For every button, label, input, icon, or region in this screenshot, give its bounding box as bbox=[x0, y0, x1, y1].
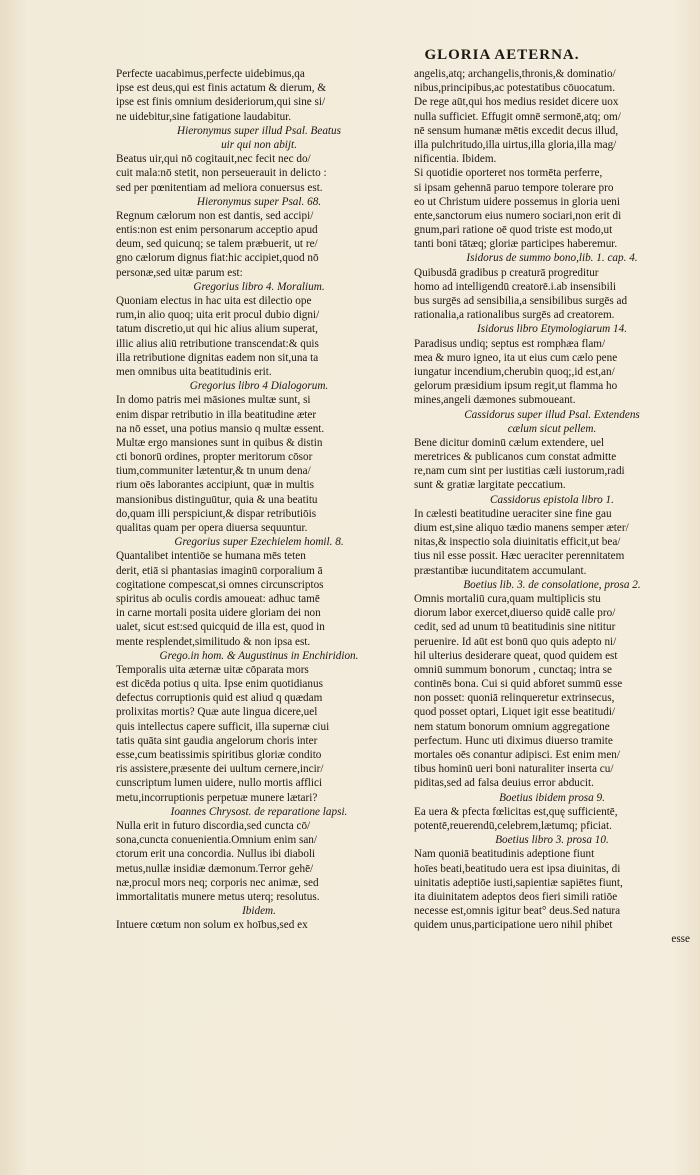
text-line: meretrices & publicanos cum constat admitte bbox=[414, 451, 617, 464]
text-line: næ,procul mors neq; corporis nec animæ, sed bbox=[116, 876, 319, 889]
text-line: diorum labor exercet,diuerso quidē calle pro/ bbox=[414, 607, 616, 620]
text-line: præstantibæ iucunditatem accumulant. bbox=[414, 564, 587, 577]
text-line: rium oēs laborantes accipiunt, quæ in multis bbox=[116, 479, 314, 492]
text-line: do,quam illi perspiciunt,& dispar retributiōis bbox=[116, 507, 317, 520]
text-line: nitas,& inspectio sola diuinitatis efficit,ut bea/ bbox=[414, 536, 621, 549]
text-line: In cælesti beatitudine ueraciter sine fine gau bbox=[414, 507, 612, 520]
text-line: Quantalibet intentiōe se humana mēs teten bbox=[116, 550, 306, 563]
text-line: Paradisus undiq; septus est romphæa flam/ bbox=[414, 337, 606, 350]
text-line: ris assistere,præsente dei uultum cernere,incir/ bbox=[116, 763, 324, 776]
text-line: tatis quāta sint gaudia angelorum choris inter bbox=[116, 734, 318, 747]
source-citation: uir qui non abijt. bbox=[221, 138, 297, 151]
text-line: quis intellectus capere sufficit, illa supernæ ciui bbox=[116, 720, 330, 733]
text-line: sona,cuncta conuenientia.Omnium enim san/ bbox=[116, 834, 318, 847]
text-line: ctorum erit una concordia. Nullus ibi diaboli bbox=[116, 848, 316, 861]
text-line: dium est,sine aliquo tædio manens semper æter/ bbox=[414, 522, 629, 534]
text-line: illic alius aliū retributione transcendat:& quis bbox=[116, 337, 319, 350]
text-line: potentē,reuerendū,celebrem,lætumq; pficiat. bbox=[414, 819, 612, 832]
text-line: Ea uera & pfecta fœlicitas est,quę sufficientē, bbox=[414, 805, 618, 818]
text-line: tius nil esse possit. Hæc ueraciter perennitatem bbox=[414, 550, 625, 563]
text-line: metu,incorruptionis perpetuæ munere lætari? bbox=[116, 791, 318, 804]
text-line: cti bonorū ordines, propter meritorum cōsor bbox=[116, 451, 313, 464]
text-line: sed per pœnitentiam ad meliora conuersus est. bbox=[116, 181, 323, 194]
text-line: perfectum. Hunc uti diximus diuerso tramite bbox=[414, 734, 613, 747]
text-line: sunt & gratiæ largitate peccatium. bbox=[414, 479, 566, 492]
text-line: spiritus ab oculis cordis amoueat: adhuc tamē bbox=[116, 592, 320, 605]
text-line: cogitatione compescat,si omnes circunscriptos bbox=[116, 578, 324, 591]
text-line: entis:non est enim personarum acceptio apud bbox=[116, 224, 318, 237]
text-line: mente resplendet,similitudo & non ipsa est. bbox=[116, 635, 311, 648]
text-line: illa pulchritudo,illa uirtus,illa gloria,illa mag/ bbox=[414, 138, 617, 151]
text-line: illa retributione dignitas eadem non sit,una ta bbox=[116, 351, 319, 364]
text-line: tatum discretio,ut qui hic alius alium superat, bbox=[116, 323, 318, 336]
text-line: Quoniam electus in hac uita est dilectio ope bbox=[116, 295, 312, 307]
text-line: quidem unus,participatione uero nihil phibet bbox=[414, 919, 613, 932]
text-line: esse,cum beatissimis spiritibus gloriæ condito bbox=[116, 749, 322, 761]
text-line: hoīes beati,beatitudo uera est ipsa diuinitas, di bbox=[414, 862, 621, 875]
text-line: deum, sed quicunq; se talem præbuerit, ut re/ bbox=[116, 238, 318, 251]
text-line: personæ,sed uitæ parum est: bbox=[116, 266, 243, 279]
source-citation: cælum sicut pellem. bbox=[507, 422, 597, 435]
text-line: Nam quoniā beatitudinis adeptione fiunt bbox=[414, 848, 595, 861]
text-line: enim dispar retributio in illa beatitudine æter bbox=[116, 408, 317, 421]
text-line: men omnibus uita beatitudinis erit. bbox=[116, 365, 272, 378]
text-line: qualitas quam per opera diuersa sequuntur. bbox=[116, 522, 308, 534]
text-line: mea & muro igneo, ita ut eius cum cælo pene bbox=[414, 351, 618, 364]
text-line: ente,sanctorum eius numero sociari,non erit di bbox=[414, 209, 622, 222]
text-line: In domo patris mei māsiones multæ sunt, si bbox=[116, 394, 311, 407]
text-line: derit, etiā si phantasias imaginū corporalium ā bbox=[116, 564, 323, 577]
text-line: nem statum bonorum omnium aggregatione bbox=[414, 720, 610, 733]
text-line: rationalia,a rationalibus surgēs ad creatorem. bbox=[414, 309, 615, 322]
source-citation: Gregorius libro 4. Moralium. bbox=[193, 280, 325, 293]
text-line: immortalitatis munere metus uterq; resolutus. bbox=[116, 890, 320, 903]
text-line: est dicēda potius q uita. Ipse enim quotidianus bbox=[116, 678, 323, 691]
source-citation: Cassidorus epistola libro 1. bbox=[490, 493, 614, 506]
text-line: nē sensum humanæ mētis excedit decus illud, bbox=[414, 124, 619, 137]
text-line: cedit, sed ad unum tū beatitudinis sine nititur bbox=[414, 621, 616, 634]
text-line: nulla sufficiet. Effugit omnē sermonē,atq; om/ bbox=[414, 110, 621, 123]
text-line: gelorum præsidium ipsum regit,ut flamma ho bbox=[414, 380, 618, 393]
source-citation: Boetius lib. 3. de consolatione, prosa 2. bbox=[463, 578, 641, 591]
text-line: ne uidebitur,sine fatigatione laudabitur. bbox=[116, 110, 292, 123]
text-line: nibus,principibus,ac potestatibus cōuocatum. bbox=[414, 82, 616, 95]
text-line: Omnis mortaliū cura,quam multiplicis stu bbox=[414, 592, 601, 605]
text-line: ipse est deus,qui est finis actatum & dierum, & bbox=[116, 82, 327, 95]
running-header: GLORIA AETERNA. bbox=[424, 47, 580, 63]
text-line: peruenire. Id aūt est bonū quo quis adepto ni/ bbox=[414, 635, 617, 648]
source-citation: Ibidem. bbox=[242, 905, 276, 918]
text-line: mortales oēs conantur adipisci. Est enim men/ bbox=[414, 749, 620, 761]
text-line: eo ut Christum uidere possemus in gloria ueni bbox=[414, 195, 621, 208]
text-line: hil ulterius desiderare queat, quod quidem est bbox=[414, 649, 618, 662]
text-line: gno cælorum dignus fiat:hic accipiet,quod nō bbox=[116, 252, 319, 265]
text-line: Intuere cœtum non solum ex hoībus,sed ex bbox=[116, 919, 308, 932]
text-line: angelis,atq; archangelis,thronis,& dominatio/ bbox=[414, 68, 616, 80]
text-line: ualet, sicut est:sed quicquid de illa est, quod in bbox=[116, 621, 325, 634]
text-line: rum,in alio quoq; uita erit procul dubio digni/ bbox=[116, 309, 320, 322]
text-line: si ipsam gehennā paruo tempore tolerare pro bbox=[414, 181, 614, 194]
right-column bbox=[414, 67, 690, 947]
text-line: bus surgēs ad sensibilia,a sensibilibus surgēs ad bbox=[414, 295, 628, 307]
text-line: cunscriptum lumen uidere, nullo mortis afflici bbox=[116, 777, 323, 790]
text-line: metus,nullæ insidiæ dæmonum.Terror gehē/ bbox=[116, 862, 314, 875]
text-line: tibus hominū ueri boni naturaliter inserta cu/ bbox=[414, 763, 614, 776]
text-line: cuit mala:nō stetit, non perseuerauit in delicto : bbox=[116, 167, 327, 180]
source-citation: Hieronymus super Psal. 68. bbox=[196, 195, 322, 208]
text-line: na nō esset, una potius mansio q multæ essent. bbox=[116, 422, 325, 435]
text-line: Quibusdā gradibus p creaturā progreditur bbox=[414, 266, 599, 279]
text-line: continēs bona. Cui si quid abforet summū esse bbox=[414, 678, 623, 691]
source-citation: Cassidorus super illud Psal. Extendens bbox=[464, 408, 640, 421]
text-line: Beatus uir,qui nō cogitauit,nec fecit nec do/ bbox=[116, 153, 311, 166]
text-line: quod posset optari, Liquet igit esse beatitudi/ bbox=[414, 706, 616, 719]
text-line: non posset: quoniā relinqueretur extrinsecus, bbox=[414, 692, 615, 705]
source-citation: Isidorus libro Etymologiarum 14. bbox=[477, 323, 627, 336]
text-line: Regnum cælorum non est dantis, sed accipi/ bbox=[116, 209, 314, 222]
text-line: homo ad intelligendū creatorē.i.ab insensibili bbox=[414, 280, 616, 293]
text-line: defectus corruptionis quid est aliud q quædam bbox=[116, 692, 323, 705]
text-line: ita diuinitatem adeptos deos fieri simili ratiōe bbox=[414, 890, 618, 903]
source-citation: Gregorius super Ezechielem homil. 8. bbox=[174, 536, 344, 549]
text-line: omniū summum bonorum , cunctaq; intra se bbox=[414, 663, 612, 676]
text-line: tium,communiter lætentur,& tn unum dena/ bbox=[116, 465, 311, 478]
text-line: Nulla erit in futuro discordia,sed cuncta cō/ bbox=[116, 819, 311, 832]
source-citation: Grego.in hom. & Augustinus in Enchiridion. bbox=[159, 649, 359, 662]
source-citation: Boetius ibidem prosa 9. bbox=[499, 791, 605, 804]
source-citation: Hieronymus super illud Psal. Beatus bbox=[177, 124, 341, 137]
text-line: Bene dicitur dominū cælum extendere, uel bbox=[414, 436, 605, 449]
text-line: nificentia. Ibidem. bbox=[414, 153, 497, 166]
text-line: esse bbox=[671, 933, 690, 946]
text-line: Multæ ergo mansiones sunt in quibus & distin bbox=[116, 436, 323, 449]
text-line: iungatur incendium,cherubin quoq;,id est,an/ bbox=[414, 365, 615, 378]
text-line: necesse est,omnis igitur beat° deus.Sed natura bbox=[414, 905, 621, 918]
text-line: mansionibus distinguūtur, quia & una beatitu bbox=[116, 493, 318, 506]
text-line: De rege aūt,qui hos medius residet dicere uox bbox=[414, 96, 619, 109]
source-citation: Gregorius libro 4 Dialogorum. bbox=[189, 380, 329, 393]
text-line: tanti boni tātæq; gloriæ participes haberemur. bbox=[414, 238, 618, 251]
source-citation: Boetius libro 3. prosa 10. bbox=[495, 834, 609, 847]
text-line: piditas,sed ad falsa deuius error abducit. bbox=[414, 777, 594, 790]
text-line: Perfecte uacabimus,perfecte uidebimus,qa bbox=[116, 68, 305, 80]
text-line: mines,angeli dæmones submoueant. bbox=[414, 394, 576, 407]
text-line: Si quotidie oporteret nos tormēta perferre, bbox=[414, 167, 603, 180]
text-line: in carne mortali posita uidere gloriam dei non bbox=[116, 607, 321, 620]
text-line: gnum,pari ratione oē quod triste est modo,ut bbox=[414, 224, 613, 237]
text-line: ipse est finis omnium desideriorum,qui sine si/ bbox=[116, 96, 326, 109]
text-line: prolixitas mortis? Quæ aute lingua dicere,uel bbox=[116, 706, 318, 719]
left-column bbox=[116, 67, 402, 932]
source-citation: Isidorus de summo bono,lib. 1. cap. 4. bbox=[466, 252, 638, 265]
source-citation: Ioannes Chrysost. de reparatione lapsi. bbox=[170, 805, 348, 818]
text-line: uinitatis adeptiōe iusti,sapientiæ sapiētes fiunt, bbox=[414, 876, 623, 889]
text-line: re,nam cum sint per iustitias cæli iustorum,radi bbox=[414, 465, 625, 478]
text-line: Temporalis uita æternæ uitæ cōparata mors bbox=[116, 663, 309, 676]
